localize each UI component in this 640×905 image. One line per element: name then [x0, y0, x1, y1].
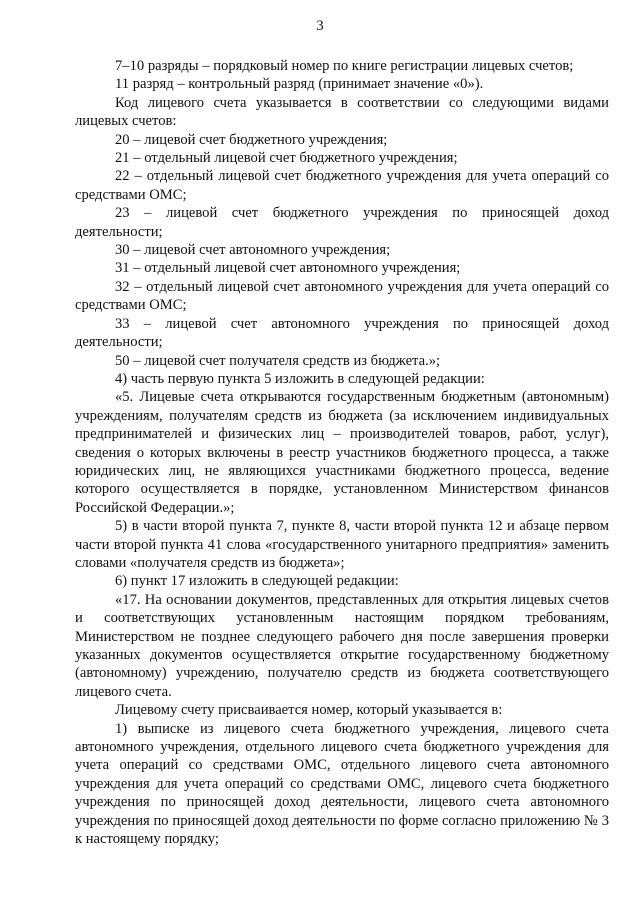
list-item-code-50: 50 – лицевой счет получателя средств из бюджета.»; — [115, 352, 441, 369]
clause-17-text: «17. На основании документов, представленных для открытия лицевых счетов и соответствующих установленным настоящим порядком требованиям, Министерством не позднее следующего рабочего дня после завершения проверки указанных документов осуществляется открытие государственному бюджетному (автономному) учреждению, получателю средств из бюджета соответствующего лицевого счета. — [75, 591, 609, 700]
list-item-code-22: 22 – отдельный лицевой счет бюджетного учреждения для учета операций со средствами ОМС; — [75, 168, 609, 203]
list-item-code-23: 23 – лицевой счет бюджетного учреждения по приносящей доход деятельности; — [75, 205, 609, 240]
clause-5-text: «5. Лицевые счета открываются государственным бюджетным (автономным) учреждениям, получателям средств из бюджета (за исключением индивидуальных предпринимателей и физических лиц – производителей товаров, работ, услуг), сведения о которых включены в реестр участников бюджетного процесса, а также юридических лиц, не являющихся участниками бюджетного процесса, ведение которого осуществляется в порядке, установленном Министерством финансов Российской Федерации.»; — [75, 389, 609, 516]
paragraph-account-number-intro: Лицевому счету присваивается номер, который указывается в: — [115, 702, 503, 719]
list-item-code-30: 30 – лицевой счет автономного учреждения; — [115, 242, 391, 259]
document-body — [75, 57, 609, 848]
amendment-item-6: 6) пункт 17 изложить в следующей редакции: — [115, 573, 399, 590]
amendment-item-5: 5) в части второй пункта 7, пункте 8, части второй пункта 12 и абзаце первом части второй пункта 41 слова «государственного унитарного предприятия» заменить словами «получателя средств из бюджета»; — [75, 518, 609, 571]
page-number: 3 — [316, 18, 324, 34]
list-item-statement-1: 1) выписке из лицевого счета бюджетного учреждения, лицевого счета автономного учреждения, отдельного лицевого счета бюджетного учреждения для учета операций со средствами ОМС, отдельного лицевого счета автономного учреждения для учета операций со средствами ОМС, лицевого счета бюджетного учреждения по приносящей доход деятельности, лицевого счета автономного учреждения по приносящей доход деятельности по форме согласно приложению № 3 к настоящему порядку; — [75, 720, 609, 848]
paragraph-account-code-intro: Код лицевого счета указывается в соответствии со следующими видами лицевых счетов: — [75, 94, 609, 130]
amendment-item-4: 4) часть первую пункта 5 изложить в следующей редакции: — [115, 370, 485, 387]
paragraph-digit-11: 11 разряд – контрольный разряд (принимает значение «0»). — [115, 76, 484, 93]
list-item-code-21: 21 – отдельный лицевой счет бюджетного учреждения; — [115, 150, 458, 167]
paragraph-digits-7-10: 7–10 разряды – порядковый номер по книге регистрации лицевых счетов; — [115, 58, 574, 74]
list-item-code-32: 32 – отдельный лицевой счет автономного учреждения для учета операций со средствами ОМС; — [75, 278, 609, 314]
list-item-code-20: 20 – лицевой счет бюджетного учреждения; — [115, 131, 388, 148]
list-item-code-33: 33 – лицевой счет автономного учреждения по приносящей доход деятельности; — [75, 315, 609, 351]
list-item-code-31: 31 – отдельный лицевой счет автономного учреждения; — [115, 260, 461, 277]
